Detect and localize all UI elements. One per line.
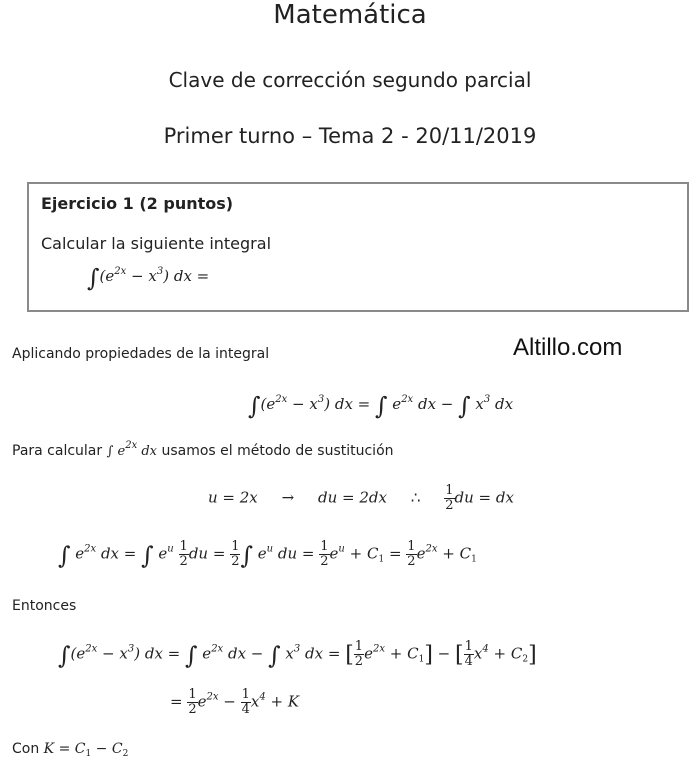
exercise-heading: Ejercicio 1 (2 puntos) [41, 194, 234, 213]
substitution-equation: u = 2x → du = 2dx ∴ $\frac{1}{2}$ du = dx [208, 483, 514, 513]
exercise-box [27, 182, 689, 312]
step1-equation: $\int(e^{2x} - x^3)$ dx = ∫ $e^{2x}$ dx − ∫ $x^3$ dx [248, 392, 514, 420]
final-line [12, 741, 128, 757]
exercise-statement: Calcular la siguiente integral [41, 234, 272, 253]
page-title: Matemática [273, 0, 427, 30]
substitution-integral: ∫ $e^{2x}$ dx = ∫ $e^u$ $\frac{1}{2}$ du = $\frac{1}{2}$ ∫ $e^u$ du = $\frac{1}{2}$ $e^u + C_1$ = $\frac{1}{2}$ $e^{2x} + C_1$ [58, 539, 477, 570]
step3-text: Entonces [12, 598, 77, 614]
final-text: Con [12, 741, 40, 757]
step2-text-before: Para calcular [12, 443, 103, 459]
exam-session: Primer turno – Tema 2 - 20/11/2019 [163, 124, 537, 148]
step2-line [12, 440, 394, 459]
final-equation-line1: $\int(e^{2x} - x^3)$ dx = ∫ $e^{2x}$ dx − ∫ $x^3$ dx = [ $\frac{1}{2}$ $e^{2x} + C_1$] − [ $\frac{1}{4}$ $x^4 + C_2$] [58, 639, 537, 670]
page-subtitle: Clave de corrección segundo parcial [168, 68, 532, 92]
step2-inline-integral: ∫ $e^{2x}$ dx [106, 440, 158, 459]
watermark: Altillo.com [513, 334, 623, 361]
final-equation-line2: = $\frac{1}{2}$ $e^{2x}$ − $\frac{1}{4}$ $x^4 + K$ [170, 687, 300, 717]
constant-definition: $K = C_1 - C_2$ [43, 741, 129, 759]
step1-text: Aplicando propiedades de la integral [12, 346, 270, 362]
step2-text-after: usamos el método de sustitución [161, 443, 394, 459]
exercise-integral: $\int(e^{2x} - x^3)$ dx = [87, 264, 210, 292]
